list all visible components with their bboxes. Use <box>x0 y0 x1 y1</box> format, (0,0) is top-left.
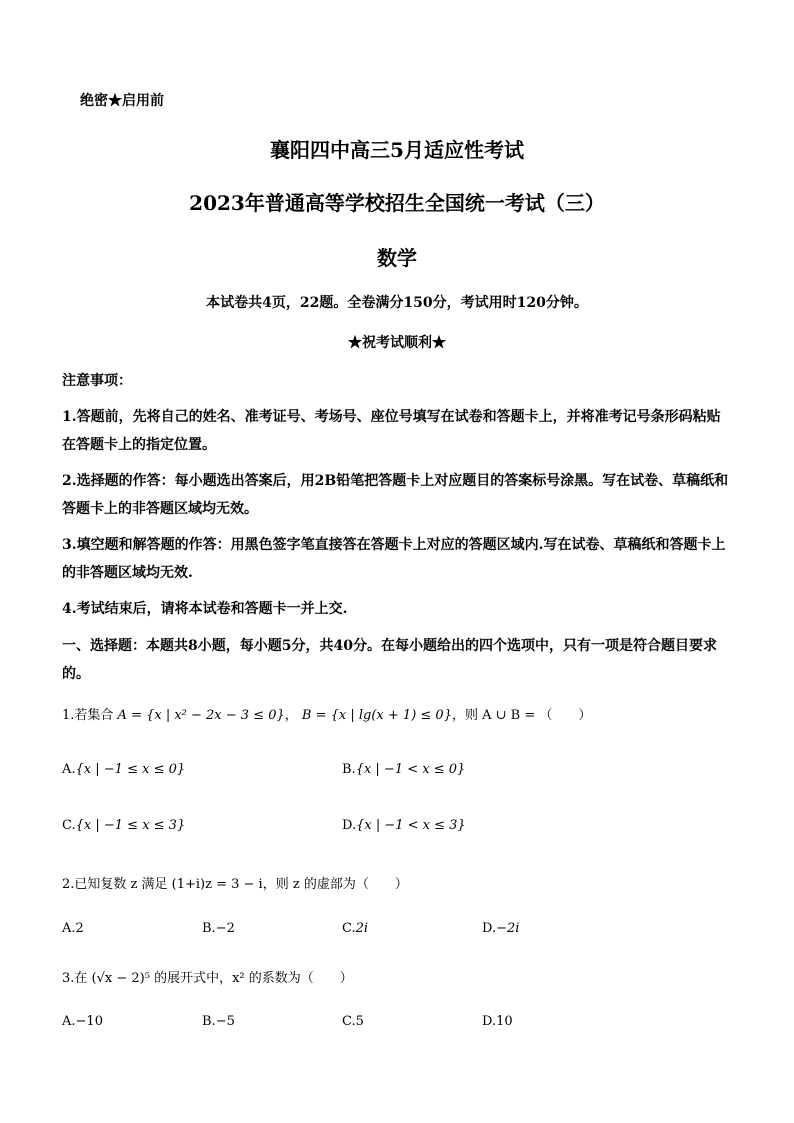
question-3-option-c <box>342 1014 364 1029</box>
option-text: {x | −1 ≤ x ≤ 3} <box>75 818 186 833</box>
option-text: 5 <box>355 1014 364 1029</box>
option-label: B. <box>342 762 356 777</box>
question-2-option-d <box>482 921 519 936</box>
option-label: B. <box>202 1014 216 1029</box>
section-heading: 一、选择题：本题共8小题，每小题5分，共40分。在每小题给出的四个选项中，只有一项是符合题目要求的。 <box>62 638 717 682</box>
question-1-option-d <box>342 818 466 833</box>
question-1-suffix: ，则 A ∪ B = （ ） <box>451 708 592 723</box>
option-text: −5 <box>215 1014 235 1029</box>
secret-label: 绝密★启用前 <box>80 93 164 109</box>
notice-item-3: 3.填空题和解答题的作答：用黑色签字笔直接答在答题卡上对应的答题区域内.写在试卷、草稿纸和答题卡上的非答题区域均无效. <box>62 537 726 581</box>
option-label: C. <box>342 921 356 936</box>
notice-item-4: 4.考试结束后，请将本试卷和答题卡一并上交. <box>62 601 348 617</box>
option-label: B. <box>202 921 216 936</box>
question-3-stem: 3.在 (√x − 2)⁵ 的展开式中，x² 的系数为（ ） <box>62 971 353 986</box>
question-2-option-a <box>62 921 84 936</box>
question-1-stem: 1.若集合 A = {x | x² − 2x − 3 ≤ 0}， B = {x | lg(x + 1) ≤ 0}，则 A ∪ B = （ ） <box>62 708 592 723</box>
option-label: D. <box>342 818 357 833</box>
question-1-option-a <box>62 762 185 777</box>
option-label: A. <box>62 1014 76 1029</box>
option-label: D. <box>482 1014 497 1029</box>
option-text: {x | −1 < x ≤ 0} <box>355 762 466 777</box>
question-1-set-b: B = {x | lg(x + 1) ≤ 0} <box>301 708 452 723</box>
option-text: −10 <box>75 1014 103 1029</box>
option-label: A. <box>62 762 76 777</box>
option-text: 2 <box>75 921 84 936</box>
option-text: 2i <box>355 921 369 936</box>
question-2-option-c <box>342 921 368 936</box>
option-text: −2i <box>496 921 520 936</box>
option-label: C. <box>342 1014 356 1029</box>
option-text: 10 <box>496 1014 513 1029</box>
exam-wish: ★祝考试顺利★ <box>348 335 446 351</box>
question-1-set-a: A = {x | x² − 2x − 3 ≤ 0} <box>117 708 285 723</box>
option-text: −2 <box>215 921 235 936</box>
notice-title: 注意事项： <box>62 373 132 389</box>
exam-info: 本试卷共4页，22题。全卷满分150分，考试用时120分钟。 <box>206 295 588 311</box>
option-label: D. <box>482 921 497 936</box>
notice-item-2: 2.选择题的作答：每小题选出答案后，用2B铅笔把答题卡上对应题目的答案标号涂黑。写在试卷、草稿纸和答题卡上的非答题区域均无效。 <box>62 473 729 517</box>
question-1-prefix: 1.若集合 <box>62 708 114 723</box>
option-text: {x | −1 ≤ x ≤ 0} <box>75 762 186 777</box>
question-3-option-b <box>202 1014 235 1029</box>
option-text: {x | −1 < x ≤ 3} <box>356 818 466 833</box>
question-2-stem: 2.已知复数 z 满足 (1+i)z = 3 − i，则 z 的虚部为（ ） <box>62 877 408 892</box>
question-3-option-d <box>482 1014 513 1029</box>
question-1-option-c <box>62 818 185 833</box>
question-1-option-b <box>342 762 465 777</box>
title-subject: 数学 <box>377 246 417 270</box>
option-label: A. <box>62 921 76 936</box>
question-3-option-a <box>62 1014 103 1029</box>
title-exam: 2023年普通高等学校招生全国统一考试（三） <box>189 191 605 215</box>
question-2-option-b <box>202 921 235 936</box>
option-label: C. <box>62 818 76 833</box>
title-school: 襄阳四中高三5月适应性考试 <box>270 138 524 162</box>
notice-item-1: 1.答题前，先将自己的姓名、准考证号、考场号、座位号填写在试卷和答题卡上，并将准考记号条形码粘贴在答题卡上的指定位置。 <box>62 409 721 453</box>
